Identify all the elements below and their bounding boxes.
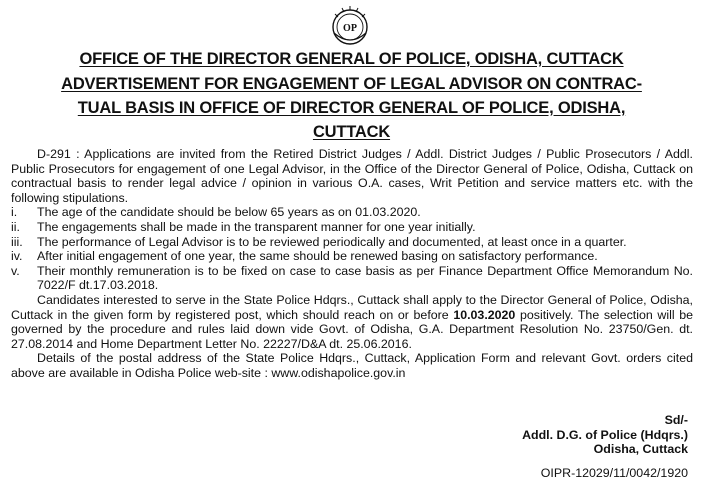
list-item: [11, 249, 693, 264]
item-number: ii.: [11, 219, 20, 234]
signatory-place: Odisha, Cuttack: [593, 442, 688, 457]
odisha-police-emblem-icon: [328, 3, 372, 47]
item-text: The engagements shall be made in the transparent manner for one year initially.: [37, 219, 476, 234]
title-line-2: TUAL BASIS IN OFFICE OF DIRECTOR GENERAL OF POLICE, ODISHA,: [77, 99, 626, 117]
details-paragraph: Details of the postal address of the State Police Hdqrs., Cuttack, Application Form and relevant Govt. orders cited above are available in Odisha Police web-site : www.odishapolice.gov.in: [11, 351, 693, 380]
item-number: iv.: [11, 249, 23, 264]
list-item: [11, 205, 693, 220]
oipr-reference: OIPR-12029/11/0042/1920: [540, 466, 688, 480]
signature-block: [522, 413, 688, 457]
list-item: [11, 220, 693, 235]
item-text: The performance of Legal Advisor is to be reviewed periodically and documented, at least once in a quarter.: [37, 234, 627, 249]
item-number: i.: [11, 205, 18, 220]
item-number: v.: [11, 263, 20, 278]
deadline-date: 10.03.2020: [453, 307, 516, 322]
stipulations-list: [11, 205, 693, 293]
apply-text-after: positively. The selection will be governed by the procedure and rules laid down vide Govt. of Odisha, G.A. Department Resolution No. 23750/Gen. dt. 27.08.2014 and Home Department Letter No. 22227/D&A dt. 25.06.2016.: [11, 307, 693, 351]
apply-paragraph: [11, 293, 693, 351]
apply-text-before: Candidates interested to serve in the State Police Hdqrs., Cuttack shall apply to the Director General of Police, Odisha, Cuttack in the given form by registered post, which should reach on or before: [11, 292, 693, 322]
item-text: The age of the candidate should be below 65 years as on 01.03.2020.: [37, 205, 421, 220]
title-line-1: ADVERTISEMENT FOR ENGAGEMENT OF LEGAL ADVISOR ON CONTRAC-: [61, 75, 642, 93]
list-item: [11, 264, 693, 293]
signature-sd: Sd/-: [664, 413, 688, 427]
item-text: After initial engagement of one year, the same should be renewed basing on satisfactory performance.: [37, 249, 598, 264]
list-item: [11, 235, 693, 250]
item-text: Their monthly remuneration is to be fixed on case to case basis as per Finance Department Office Memorandum No. 7022/F dt.17.03.2018.: [37, 263, 693, 293]
signatory-designation: Addl. D.G. of Police (Hdqrs.): [522, 427, 688, 442]
office-heading: OFFICE OF THE DIRECTOR GENERAL OF POLICE, ODISHA, CUTTACK: [79, 50, 624, 68]
advertisement-body: [11, 147, 693, 381]
title-line-3: CUTTACK: [312, 123, 391, 141]
intro-paragraph: D-291 : Applications are invited from the Retired District Judges / Addl. District Judges / Public Prosecutors / Addl. Public Prosecutors for engagement of one Legal Advisor, in the Office of the Director General of Police, Odisha, Cuttack on contractual basis to render legal advice / opinion in various O.A. cases, Writ Petition and service matters etc. with the following stipulations.: [11, 147, 693, 205]
emblem-lettering: OP: [343, 23, 357, 34]
item-number: iii.: [11, 234, 23, 249]
